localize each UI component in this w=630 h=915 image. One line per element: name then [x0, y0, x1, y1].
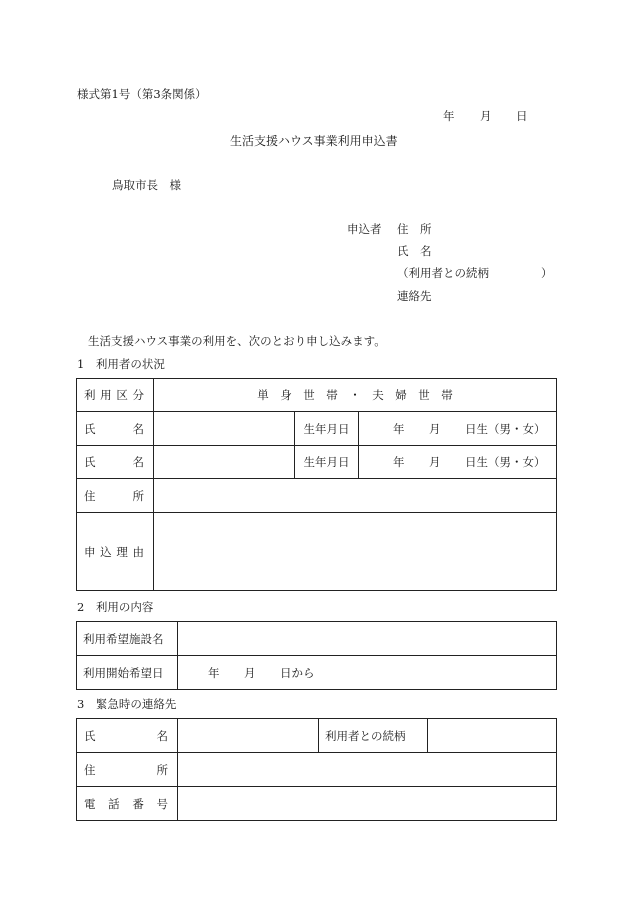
section3-heading: 3 緊急時の連絡先 [77, 697, 177, 711]
usage-content-table [76, 621, 557, 690]
user2-birth-label: 生年月日 [295, 446, 359, 479]
applicant-contact-label: 連絡先 [397, 289, 432, 303]
applicant-relation-label: （利用者との続柄 [397, 266, 489, 280]
reason-label-cell: 申 込 理 由 [77, 513, 154, 591]
user-status-table [76, 378, 557, 591]
user1-name-field[interactable] [154, 412, 295, 446]
reason-field[interactable] [154, 513, 557, 591]
section1-heading: 1 利用者の状況 [77, 357, 165, 371]
emergency-name-label-cell: 氏 名 [77, 719, 178, 753]
emergency-address-field[interactable] [178, 753, 557, 787]
facility-field[interactable] [178, 622, 557, 656]
date-month-label: 月 [480, 109, 492, 123]
intro-text: 生活支援ハウス事業の利用を、次のとおり申し込みます。 [88, 334, 386, 348]
user2-birth-month-label: 月 [429, 455, 441, 469]
form-number: 様式第1号（第3条関係） [77, 87, 207, 101]
user1-name-label-cell: 氏 名 [77, 412, 154, 446]
start-month-label: 月 [244, 665, 256, 680]
usage-category-label-cell: 利 用 区 分 [77, 379, 154, 412]
user1-birth-year-label: 年 [393, 421, 405, 436]
emergency-address-label-cell: 住 所 [77, 753, 178, 787]
applicant-name-label: 氏 名 [397, 244, 432, 258]
date-year-label: 年 [443, 109, 455, 123]
emergency-relation-field[interactable] [428, 719, 557, 753]
user2-name-label-cell: 氏 名 [77, 446, 154, 479]
emergency-name-field[interactable] [178, 719, 319, 753]
user2-name-field[interactable] [154, 446, 295, 479]
user1-birth-label: 生年月日 [295, 412, 359, 446]
section2-heading: 2 利用の内容 [77, 600, 154, 614]
document-title: 生活支援ハウス事業利用申込書 [230, 134, 398, 148]
user1-birth-field[interactable] [359, 412, 557, 446]
user2-birth-field[interactable] [359, 446, 557, 479]
user1-birth-month-label: 月 [429, 421, 441, 436]
start-date-label-cell: 利用開始希望日 [77, 656, 178, 690]
applicant-label: 申込者 [347, 222, 382, 236]
user-address-label-cell: 住 所 [77, 479, 154, 513]
start-year-label: 年 [208, 665, 220, 680]
emergency-phone-field[interactable] [178, 787, 557, 821]
addressee: 鳥取市長 様 [112, 178, 181, 192]
date-day-label: 日 [516, 109, 528, 123]
emergency-phone-label-cell: 電 話 番 号 [77, 787, 178, 821]
user1-birth-suffix: 日生（男・女） [465, 421, 546, 436]
user2-birth-year-label: 年 [393, 455, 405, 469]
start-date-field[interactable] [178, 656, 557, 690]
applicant-address-label: 住 所 [397, 222, 432, 236]
emergency-relation-label: 利用者との続柄 [319, 719, 428, 753]
usage-category-options[interactable]: 単 身 世 帯 ・ 夫 婦 世 帯 [154, 379, 557, 412]
user2-birth-suffix: 日生（男・女） [465, 455, 546, 469]
applicant-relation-close: ） [541, 266, 553, 280]
start-suffix: 日から [280, 665, 315, 680]
emergency-contact-table [76, 718, 557, 821]
user-address-field[interactable] [154, 479, 557, 513]
facility-label-cell: 利用希望施設名 [77, 622, 178, 656]
